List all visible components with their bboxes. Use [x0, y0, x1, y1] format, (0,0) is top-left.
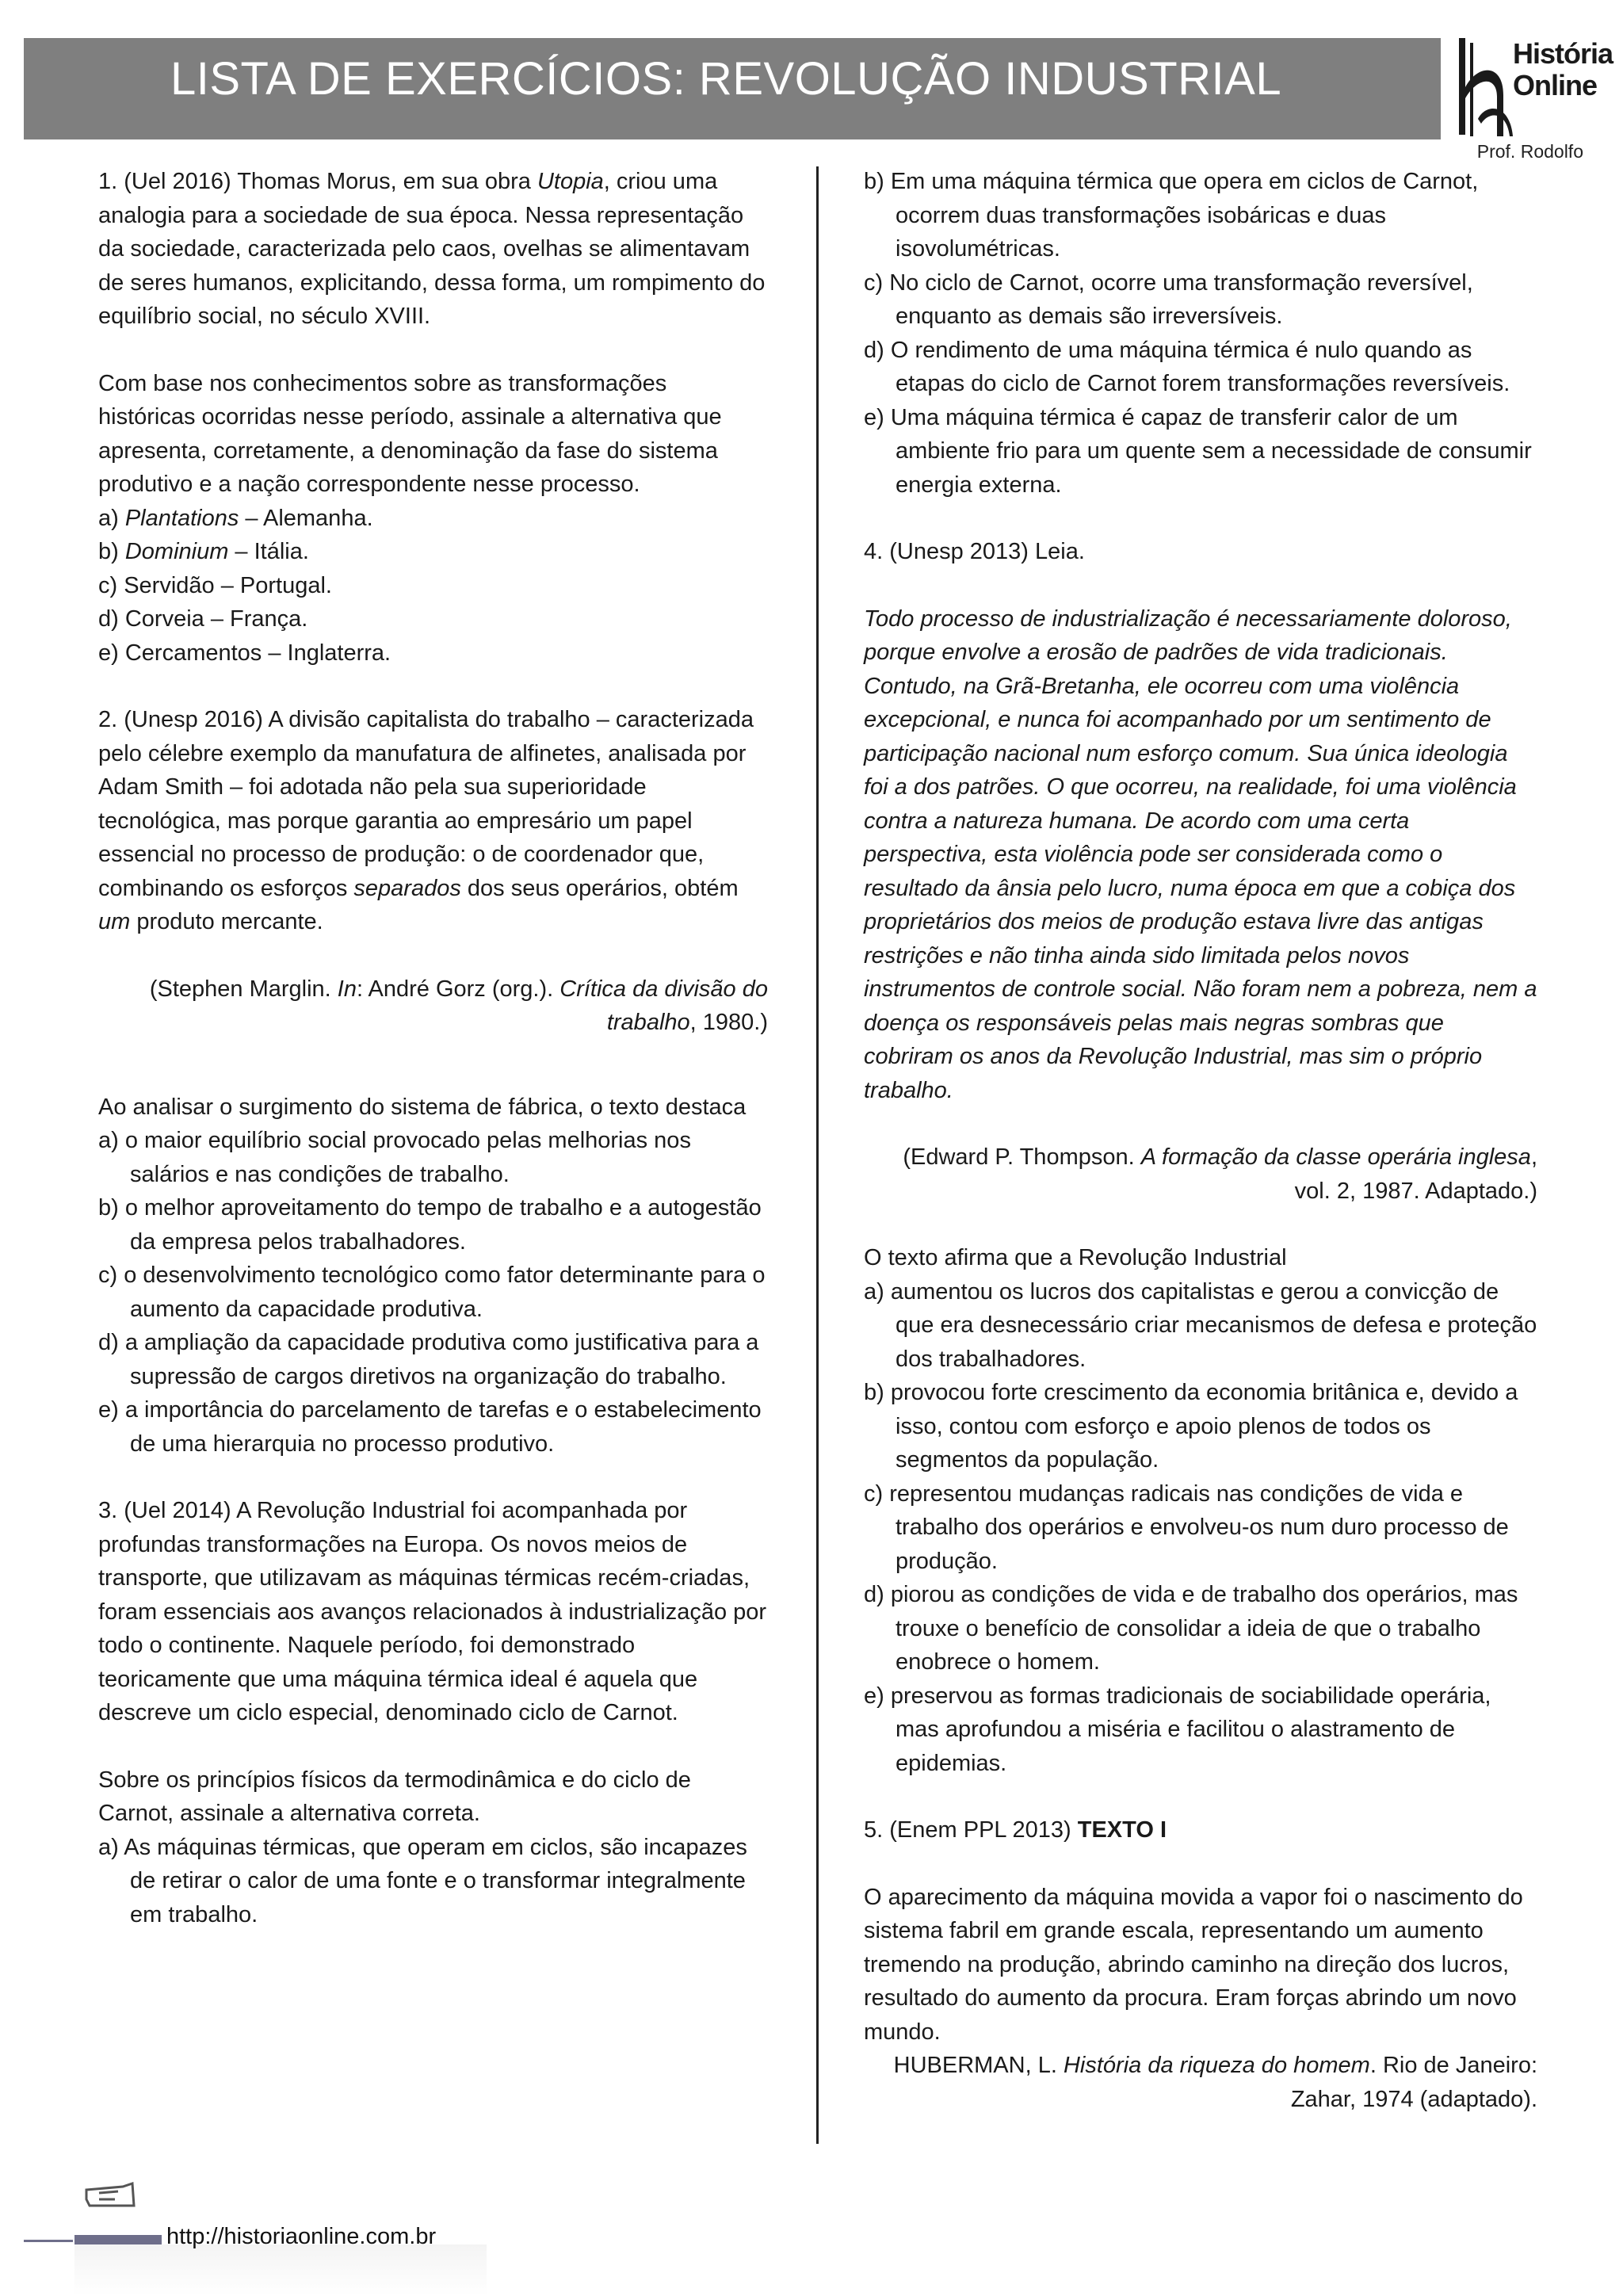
question-1-option-d[interactable]: d) Corveia – França.: [98, 606, 308, 632]
website-link[interactable]: http://historiaonline.com.br: [166, 2224, 437, 2249]
left-column: [98, 165, 768, 1931]
question-2-prompt: Ao analisar o surgimento do sistema de fábrica, o texto destaca: [98, 1094, 747, 1120]
question-3-option-d[interactable]: d) O rendimento de uma máquina térmica é nulo quando as etapas do ciclo de Carnot forem transformações reversíveis.: [864, 337, 1510, 396]
question-4-option-a[interactable]: a) aumentou os lucros dos capitalistas e gerou a convicção de que era desnecessário criar mecanismos de defesa e proteção dos trabalhadores.: [864, 1278, 1537, 1372]
question-4-option-e[interactable]: e) preservou as formas tradicionais de sociabilidade operária, mas aprofundou a miséria e facilitou o alastramento de epidemias.: [864, 1683, 1491, 1776]
question-1-prompt: Com base nos conhecimentos sobre as transformações históricas ocorridas nesse período, assinale a alternativa que apresenta, corretamente, a denominação da fase do sistema produtivo e a nação correspondente nesse processo.: [98, 370, 722, 497]
question-2-option-a[interactable]: a) o maior equilíbrio social provocado pelas melhorias nos salários e nas condições de trabalho.: [98, 1128, 691, 1187]
logo-text-historia: História: [1513, 37, 1613, 70]
question-3-prompt: Sobre os princípios físicos da termodinâmica e do ciclo de Carnot, assinale a alternativa correta.: [98, 1767, 691, 1826]
question-4-number: 4: [864, 539, 877, 564]
question-2-option-d[interactable]: d) a ampliação da capacidade produtiva como justificativa para a supressão de cargos diretivos na organização do trabalho.: [98, 1330, 759, 1389]
question-2-text: 2. (Unesp 2016) A divisão capitalista do trabalho – caracterizada pelo célebre exemplo da manufatura de alfinetes, analisada por Adam Smith – foi adotada não pela sua superioridade tecnológica, mas porque garantia ao empresário um papel essencial no processo de produção: o de coordenador que, combinando os esforços separados dos seus operários, obtém um produto mercante.: [98, 707, 754, 934]
header-bar: [24, 38, 1441, 139]
question-3-option-a[interactable]: a) As máquinas térmicas, que operam em ciclos, são incapazes de retirar o calor de uma fonte e o transformar integralmente em trabalho.: [98, 1834, 747, 1927]
question-5-citation: HUBERMAN, L. História da riqueza do homem. Rio de Janeiro: Zahar, 1974 (adaptado).: [893, 2053, 1537, 2112]
question-5-number: 5: [864, 1817, 877, 1843]
question-2-number: 2: [98, 707, 112, 732]
question-4-quote: Todo processo de industrialização é necessariamente doloroso, porque envolve a erosão de padrões de vida tradicionais. Contudo, na Grã-Bretanha, ele ocorreu com uma violência excepcional, e nunca foi acompanhado por um sentimento de participação nacional num esforço comum. Sua única ideologia foi a dos patrões. O que ocorreu, na realidade, foi uma violência contra a natureza humana. De acordo com uma certa perspectiva, esta violência pode ser considerada como o resultado da ânsia pelo lucro, numa época em que a cobiça dos proprietários dos meios de produção estava livre das antigas restrições e não tinha ainda sido limitada pelos novos instrumentos de controle social. Não foram nem a pobreza, nem a doença os responsáveis pelas mais negras sombras que cobriram os anos da Revolução Industrial, mas sim o próprio trabalho.: [864, 606, 1537, 1103]
historia-online-logo: [1454, 32, 1613, 143]
question-5-intro: 5. (Enem PPL 2013) TEXTO I: [864, 1817, 1167, 1843]
question-1-text: 1. (Uel 2016) Thomas Morus, em sua obra Utopia, criou uma analogia para a sociedade de sua época. Nessa representação da sociedade, caracterizada pelo caos, ovelhas se alimentavam de seres humanos, explicitando, dessa forma, um rompimento do equilíbrio social, no século XVIII.: [98, 169, 766, 329]
question-1-option-b[interactable]: b) Dominium – Itália.: [98, 539, 309, 564]
question-5-text: O aparecimento da máquina movida a vapor foi o nascimento do sistema fabril em grande escala, representando um aumento tremendo na produção, abrindo caminho na direção dos lucros, resultado do aumento da procura. Eram forças abrindo um novo mundo.: [864, 1884, 1523, 2045]
page-title: LISTA DE EXERCÍCIOS: REVOLUÇÃO INDUSTRIAL: [170, 53, 1282, 105]
question-3-number: 3: [98, 1498, 112, 1523]
question-2-option-b[interactable]: b) o melhor aproveitamento do tempo de trabalho e a autogestão da empresa pelos trabalhadores.: [98, 1195, 762, 1255]
question-2-option-e[interactable]: e) a importância do parcelamento de tarefas e o estabelecimento de uma hierarquia no processo produtivo.: [98, 1397, 762, 1457]
question-4-option-b[interactable]: b) provocou forte crescimento da economia britânica e, devido a isso, contou com esforço e apoio plenos de todos os segmentos da população.: [864, 1380, 1518, 1473]
footer-line: [24, 2240, 73, 2242]
question-1-option-e[interactable]: e) Cercamentos – Inglaterra.: [98, 640, 391, 666]
footer-bar: [74, 2235, 162, 2244]
author-name: Prof. Rodolfo: [1476, 141, 1583, 162]
question-1-number: 1: [98, 169, 112, 194]
pointing-hand-icon: [83, 2182, 139, 2214]
column-divider: [816, 166, 819, 2144]
question-2-citation: (Stephen Marglin. In: André Gorz (org.). Crítica da divisão do trabalho, 1980.): [149, 976, 768, 1035]
question-3-option-c[interactable]: c) No ciclo de Carnot, ocorre uma transformação reversível, enquanto as demais são irreversíveis.: [864, 269, 1473, 329]
question-4-citation: (Edward P. Thompson. A formação da classe operária inglesa, vol. 2, 1987. Adaptado.): [903, 1144, 1537, 1204]
texto-i-label: TEXTO I: [1077, 1817, 1167, 1843]
question-3-option-e[interactable]: e) Uma máquina térmica é capaz de transferir calor de um ambiente frio para um quente sem a necessidade de consumir energia externa.: [864, 404, 1532, 498]
question-2-option-c[interactable]: c) o desenvolvimento tecnológico como fator determinante para o aumento da capacidade produtiva.: [98, 1263, 766, 1322]
right-column: [864, 165, 1537, 2116]
logo-h-mark-icon: [1454, 32, 1518, 143]
question-3-text: 3. (Uel 2014) A Revolução Industrial foi acompanhada por profundas transformações na Europa. Os novos meios de transporte, que utilizavam as máquinas térmicas recém-criadas, foram essenciais aos avanços relacionados à industrialização por todo o continente. Naquele período, foi demonstrado teoricamente que uma máquina térmica ideal é aquela que descreve um ciclo especial, denominado ciclo de Carnot.: [98, 1498, 767, 1725]
question-4-option-d[interactable]: d) piorou as condições de vida e de trabalho dos operários, mas trouxe o benefício de consolidar a ideia de que o trabalho enobrece o homem.: [864, 1582, 1518, 1675]
logo-text-online: Online: [1513, 69, 1598, 101]
question-1-option-c[interactable]: c) Servidão – Portugal.: [98, 572, 332, 598]
question-4-intro: 4. (Unesp 2013) Leia.: [864, 539, 1085, 564]
question-1-option-a[interactable]: a) Plantations – Alemanha.: [98, 505, 373, 531]
question-4-option-c[interactable]: c) representou mudanças radicais nas condições de vida e trabalho dos operários e envolveu-os num duro processo de produção.: [864, 1480, 1509, 1574]
question-3-option-b[interactable]: b) Em uma máquina térmica que opera em ciclos de Carnot, ocorrem duas transformações isobáricas e duas isovolumétricas.: [864, 169, 1479, 262]
question-4-prompt: O texto afirma que a Revolução Industrial: [864, 1245, 1287, 1270]
